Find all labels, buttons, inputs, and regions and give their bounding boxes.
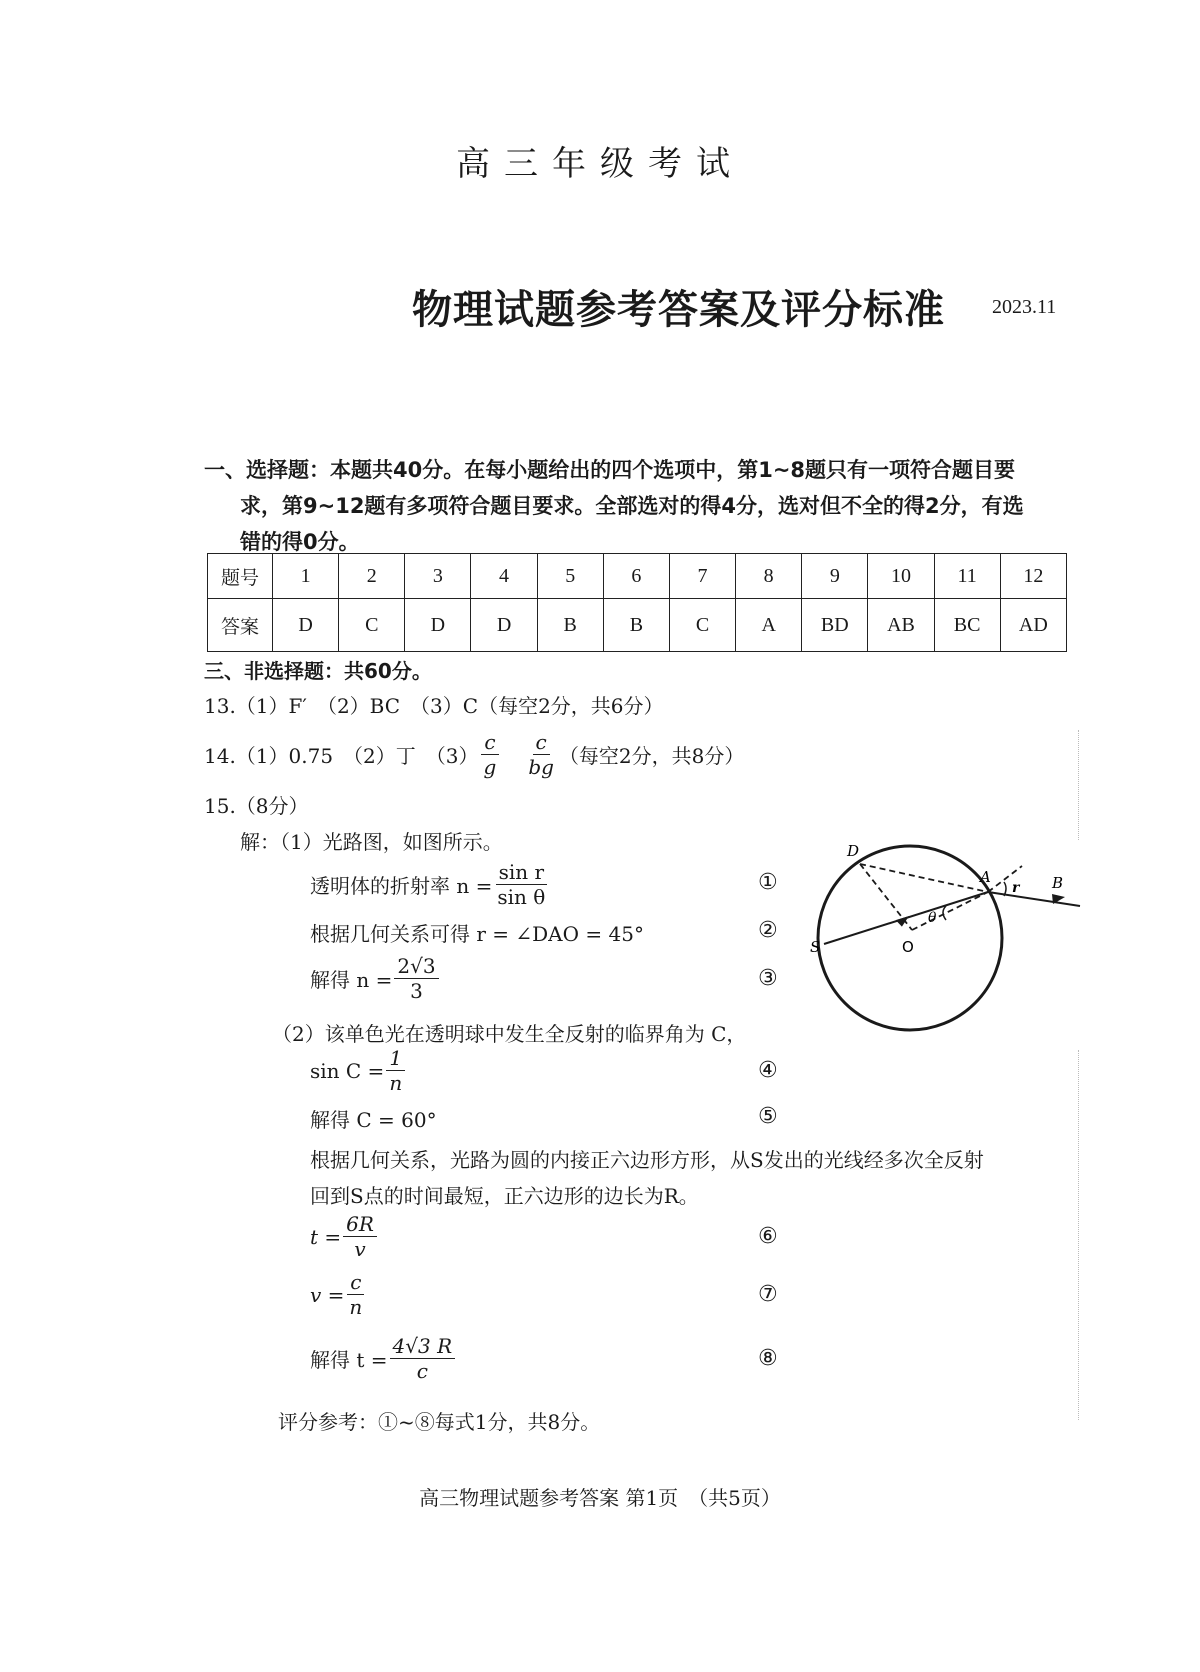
ray-a-b (988, 892, 1080, 906)
table-cell: A (736, 599, 802, 652)
table-cell: 12 (1000, 554, 1066, 599)
q13-answer: 13.（1）F′ （2）BC （3）C（每空2分，共6分） (204, 694, 664, 718)
equation-text: 解得 t = (310, 1348, 388, 1372)
label-d: D (847, 842, 860, 860)
table-cell: BD (802, 599, 868, 652)
table-cell: AB (868, 599, 934, 652)
label-theta: θ (928, 910, 937, 926)
label-b: B (1052, 874, 1064, 892)
table-cell: B (603, 599, 669, 652)
fraction-denominator: v (354, 1237, 366, 1261)
q15-paragraph-line2: 回到S点的时间最短，正六边形的边长为R。 (310, 1184, 699, 1208)
table-cell: 2 (339, 554, 405, 599)
label-o: O (902, 938, 914, 956)
exam-header: 高三年级考试 (456, 144, 744, 184)
answer-table (207, 553, 1067, 652)
fraction-numerator: c (533, 730, 550, 755)
page-title: 物理试题参考答案及评分标准 (412, 287, 945, 333)
equation-fraction (346, 1270, 365, 1319)
q15-paragraph-line1: 根据几何关系，光路为圆的内接正六边形方形，从S发出的光线经多次全反射 (310, 1148, 984, 1172)
equation-8 (310, 1334, 457, 1383)
fraction-numerator: 2√3 (394, 954, 438, 979)
equation-fraction (390, 1334, 456, 1383)
q14-answer (204, 730, 744, 779)
equation-fraction (494, 860, 548, 909)
table-cell: C (669, 599, 735, 652)
equation-marker-6: ⑥ (758, 1224, 778, 1249)
fraction-denominator: sin θ (497, 885, 546, 909)
equation-5: 解得 C = 60° (310, 1108, 437, 1132)
fraction-denominator: c (416, 1359, 428, 1383)
fraction-numerator: 6R (343, 1212, 377, 1237)
label-a: A (980, 868, 991, 886)
equation-fraction (386, 1046, 405, 1095)
table-cell: 5 (537, 554, 603, 599)
table-cell: B (537, 599, 603, 652)
exam-date: 2023.11 (992, 296, 1057, 318)
table-cell: D (405, 599, 471, 652)
fraction-denominator: n (389, 1071, 403, 1095)
table-cell: 9 (802, 554, 868, 599)
table-cell: 6 (603, 554, 669, 599)
equation-marker-8: ⑧ (758, 1346, 778, 1371)
equation-7 (310, 1270, 367, 1319)
section1-line1: 一、选择题：本题共40分。在每小题给出的四个选项中，第1~8题只有一项符合题目要 (204, 458, 1016, 482)
dashed-line-o-a (912, 892, 988, 930)
equation-3 (310, 954, 441, 1003)
equation-4 (310, 1046, 407, 1095)
fraction-numerator: c (347, 1270, 364, 1295)
fraction-denominator: n (349, 1295, 363, 1319)
angle-r-arc (1004, 882, 1006, 896)
guide-line (1078, 1050, 1079, 1420)
equation-marker-3: ③ (758, 966, 778, 991)
table-cell: BC (934, 599, 1000, 652)
q14-fraction-2 (525, 730, 557, 779)
q15-part2: （2）该单色光在透明球中发生全反射的临界角为 C， (272, 1022, 747, 1046)
table-cell: 4 (471, 554, 537, 599)
equation-marker-7: ⑦ (758, 1282, 778, 1307)
fraction-numerator: 1 (386, 1046, 405, 1071)
table-cell: 1 (273, 554, 339, 599)
fraction-numerator: c (481, 730, 498, 755)
page-footer: 高三物理试题参考答案 第1页 （共5页） (419, 1486, 781, 1510)
equation-2: 根据几何关系可得 r = ∠DAO = 45° (310, 922, 644, 946)
table-row-answers (208, 599, 1067, 652)
equation-text: 透明体的折射率 n = (310, 874, 493, 898)
angle-theta-arc (943, 906, 946, 920)
q15-label: 15.（8分） (204, 794, 309, 818)
equation-text: v = (310, 1282, 345, 1307)
table-cell: 7 (669, 554, 735, 599)
table-cell: 8 (736, 554, 802, 599)
fraction-numerator: sin r (496, 860, 547, 885)
table-header-answer: 答案 (208, 599, 273, 652)
equation-text: t = (310, 1224, 342, 1249)
table-header-number: 题号 (208, 554, 273, 599)
equation-1 (310, 860, 550, 909)
fraction-numerator: 4√3 R (390, 1334, 456, 1359)
equation-marker-1: ① (758, 870, 778, 895)
optics-diagram (790, 836, 1120, 1036)
equation-text: 解得 n = (310, 968, 393, 992)
table-cell: 3 (405, 554, 471, 599)
guide-line (1078, 730, 1079, 840)
q14-prefix: 14.（1）0.75 （2）丁 （3） (204, 744, 479, 768)
equation-fraction (394, 954, 438, 1003)
equation-6 (310, 1212, 379, 1261)
fraction-denominator: g (483, 755, 497, 779)
table-cell: C (339, 599, 405, 652)
scoring-reference: 评分参考：①~⑧每式1分，共8分。 (278, 1410, 601, 1434)
table-cell: D (471, 599, 537, 652)
equation-fraction (343, 1212, 377, 1261)
equation-marker-2: ② (758, 918, 778, 943)
section3-heading: 三、非选择题：共60分。 (204, 659, 432, 683)
equation-marker-4: ④ (758, 1058, 778, 1083)
table-cell: D (273, 599, 339, 652)
table-cell: AD (1000, 599, 1066, 652)
table-row-numbers (208, 554, 1067, 599)
equation-text: sin C = (310, 1058, 385, 1083)
section1-line3: 错的得0分。 (240, 530, 360, 554)
fraction-denominator: bg (528, 755, 554, 779)
q14-suffix: （每空2分，共8分） (558, 744, 745, 768)
table-cell: 10 (868, 554, 934, 599)
equation-marker-5: ⑤ (758, 1104, 778, 1129)
label-s: S (810, 938, 821, 956)
table-cell: 11 (934, 554, 1000, 599)
q15-part1: 解：（1）光路图，如图所示。 (240, 830, 503, 854)
section1-line2: 求，第9~12题有多项符合题目要求。全部选对的得4分，选对但不全的得2分，有选 (240, 494, 1024, 518)
label-r: r (1012, 880, 1020, 896)
fraction-denominator: 3 (410, 979, 423, 1003)
q14-fraction-1 (481, 730, 500, 779)
